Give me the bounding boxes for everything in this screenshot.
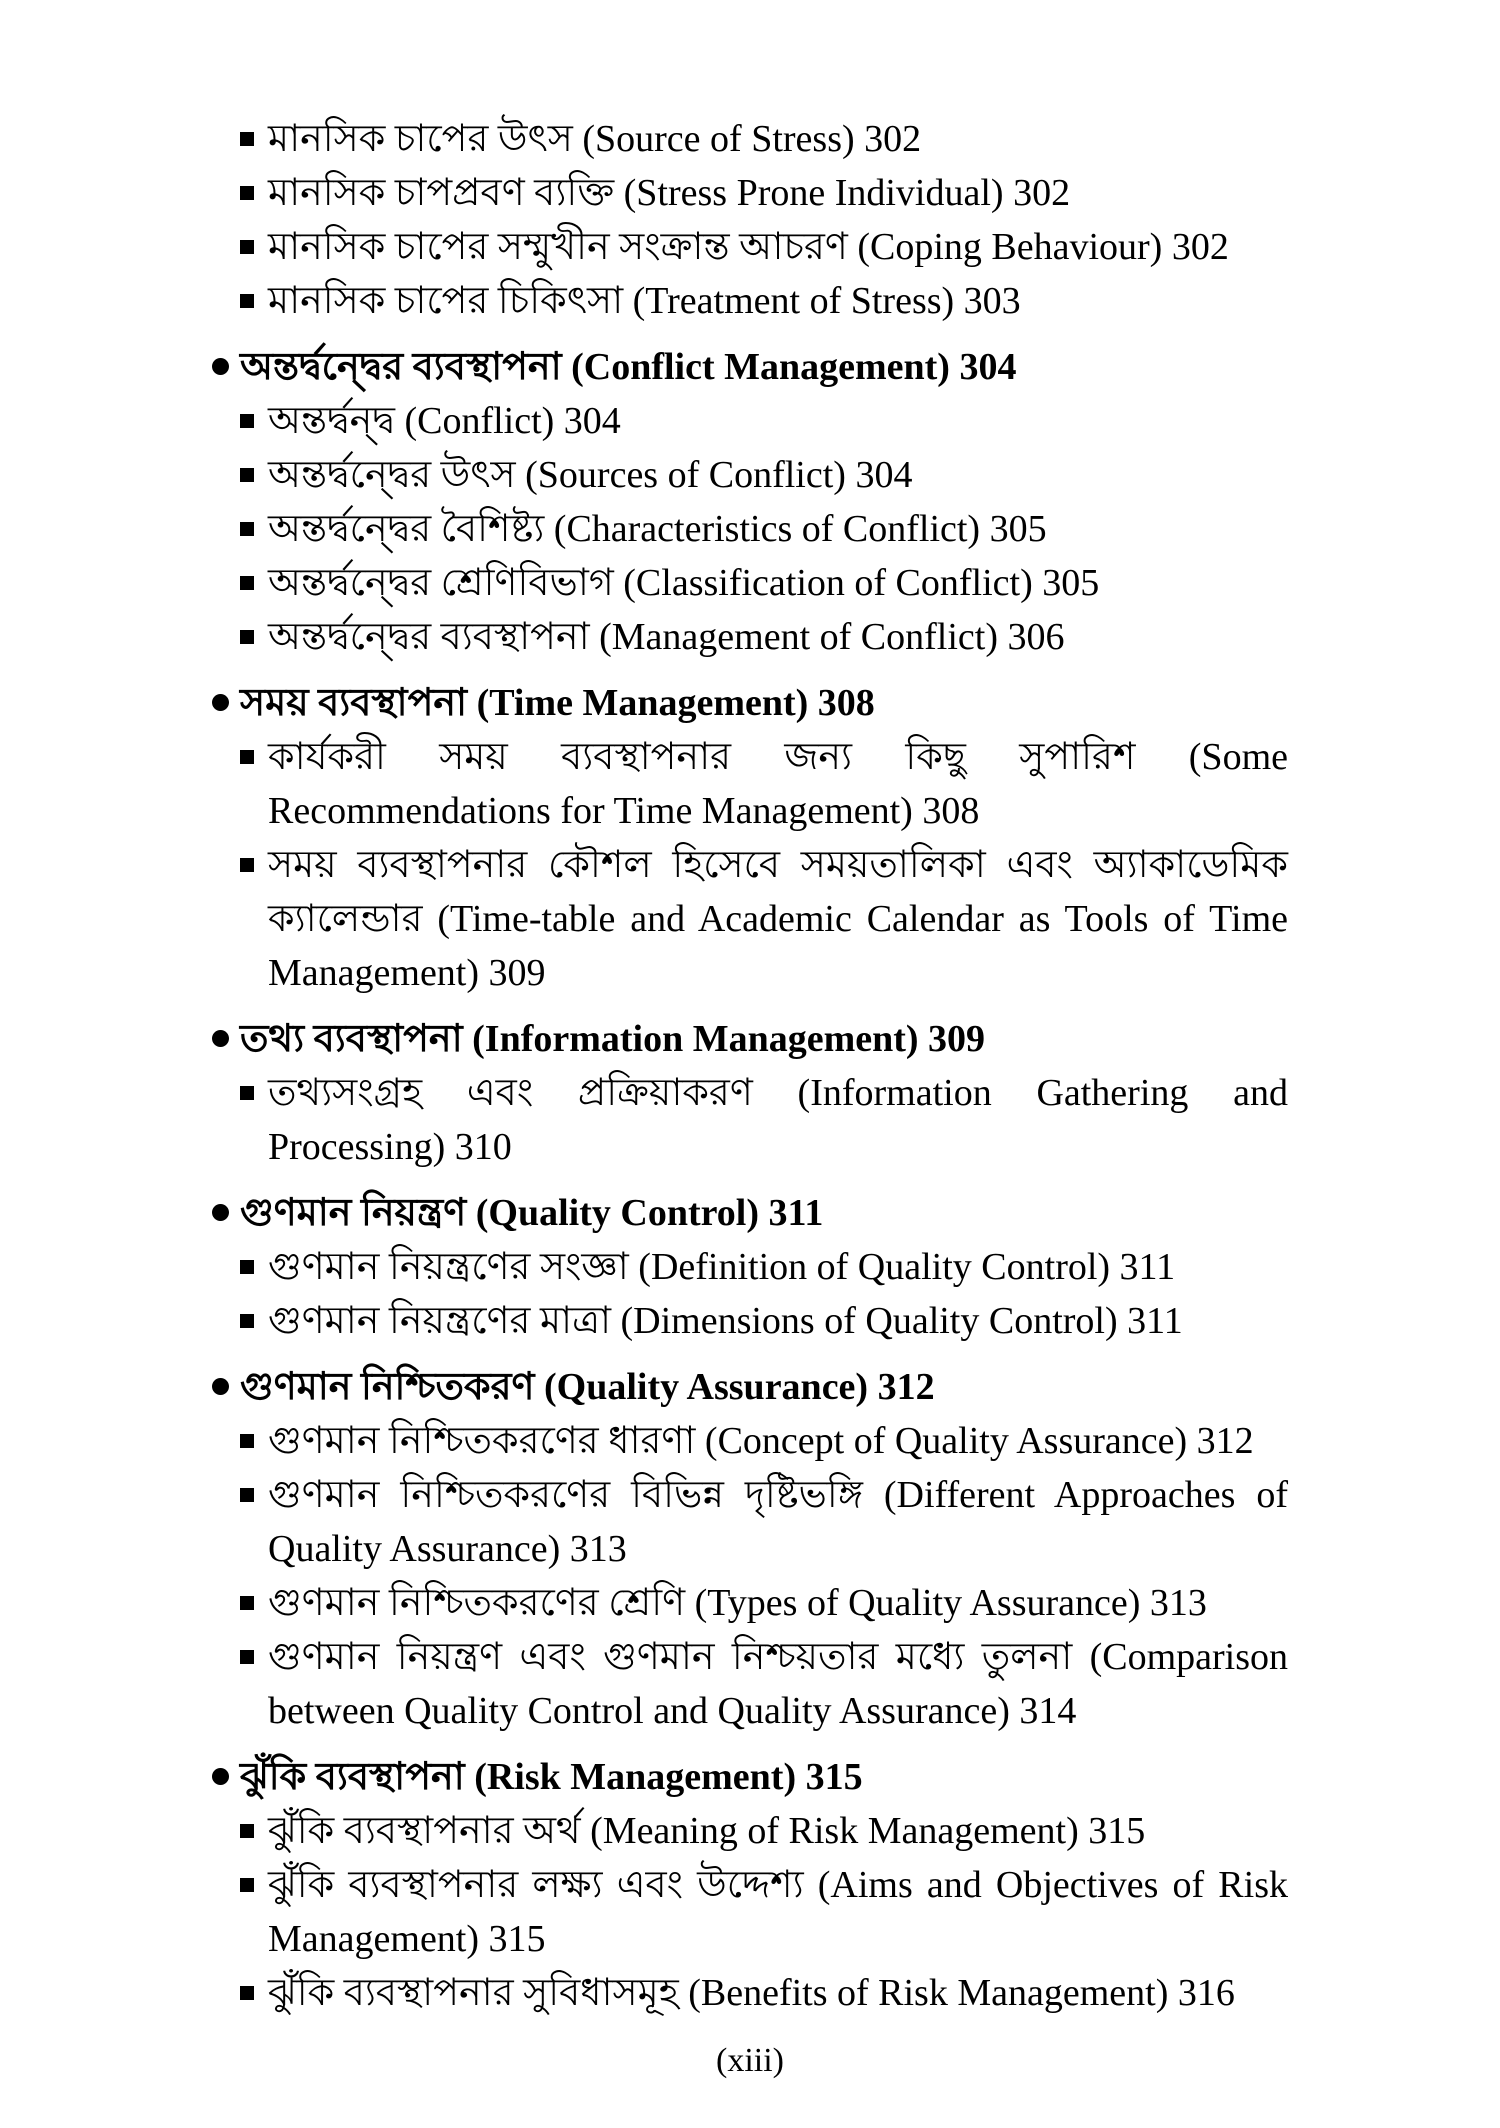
circle-bullet-icon: [212, 1204, 229, 1221]
toc-item-text: গুণমান নিয়ন্ত্রণ এবং গুণমান নিশ্চয়তার মধ্যে তুলনা (Comparison between Quality Control and Quality Assurance) 314: [268, 1636, 1288, 1732]
square-bullet-icon: [240, 522, 254, 536]
toc-item-sub: [212, 1066, 1288, 1174]
toc-item-sub: [212, 1804, 1288, 1858]
toc-item-text: গুণমান নিশ্চিতকরণ (Quality Assurance) 312: [240, 1366, 935, 1408]
toc-item-text: অন্তর্দ্বন্দ্বের উৎস (Sources of Conflict) 304: [268, 454, 913, 496]
square-bullet-icon: [240, 1314, 254, 1328]
toc-item-text: গুণমান নিয়ন্ত্রণের মাত্রা (Dimensions of Quality Control) 311: [268, 1300, 1183, 1342]
toc-item-text: সময় ব্যবস্থাপনা (Time Management) 308: [240, 682, 875, 724]
toc-item-sub: [212, 730, 1288, 838]
circle-bullet-icon: [212, 694, 229, 711]
page-number: (xiii): [716, 2042, 784, 2079]
square-bullet-icon: [240, 1488, 254, 1502]
square-bullet-icon: [240, 1086, 254, 1100]
toc-item-sub: [212, 1630, 1288, 1738]
toc-item-text: কার্যকরী সময় ব্যবস্থাপনার জন্য কিছু সুপারিশ (Some Recommendations for Time Management) 308: [268, 736, 1288, 832]
square-bullet-icon: [240, 1650, 254, 1664]
toc-item-text: গুণমান নিশ্চিতকরণের শ্রেণি (Types of Quality Assurance) 313: [268, 1582, 1207, 1624]
square-bullet-icon: [240, 858, 254, 872]
toc-item-sub: [212, 1240, 1288, 1294]
toc-item-sub: [212, 1468, 1288, 1576]
toc-item-text: অন্তর্দ্বন্দ্বের বৈশিষ্ট্য (Characteristics of Conflict) 305: [268, 508, 1047, 550]
toc-item-text: অন্তর্দ্বন্দ্বের ব্যবস্থাপনা (Management of Conflict) 306: [268, 616, 1065, 658]
toc-item-text: অন্তর্দ্বন্দ্বের শ্রেণিবিভাগ (Classification of Conflict) 305: [268, 562, 1100, 604]
toc-item-text: মানসিক চাপের উৎস (Source of Stress) 302: [268, 118, 922, 160]
toc-item-sub: [212, 394, 1288, 448]
toc-item-sub: [212, 448, 1288, 502]
toc-item-main: [212, 1360, 1288, 1414]
toc-item-sub: [212, 502, 1288, 556]
square-bullet-icon: [240, 630, 254, 644]
toc-item-text: অন্তর্দ্বন্দ্ব (Conflict) 304: [268, 400, 621, 442]
toc-item-sub: [212, 166, 1288, 220]
toc-item-text: গুণমান নিয়ন্ত্রণ (Quality Control) 311: [240, 1192, 824, 1234]
toc-item-sub: [212, 1294, 1288, 1348]
toc-item-sub: [212, 1576, 1288, 1630]
toc-item-text: মানসিক চাপপ্রবণ ব্যক্তি (Stress Prone Individual) 302: [268, 172, 1071, 214]
circle-bullet-icon: [212, 1768, 229, 1785]
square-bullet-icon: [240, 750, 254, 764]
toc-item-sub: [212, 838, 1288, 1000]
square-bullet-icon: [240, 1986, 254, 2000]
toc-item-main: [212, 676, 1288, 730]
square-bullet-icon: [240, 414, 254, 428]
toc-item-text: ঝুঁকি ব্যবস্থাপনা (Risk Management) 315: [240, 1756, 863, 1798]
square-bullet-icon: [240, 1824, 254, 1838]
toc-item-sub: [212, 1858, 1288, 1966]
circle-bullet-icon: [212, 1378, 229, 1395]
square-bullet-icon: [240, 240, 254, 254]
toc-item-sub: [212, 556, 1288, 610]
toc-item-text: অন্তর্দ্বন্দ্বের ব্যবস্থাপনা (Conflict Management) 304: [240, 346, 1017, 388]
square-bullet-icon: [240, 1260, 254, 1274]
toc-item-main: [212, 1012, 1288, 1066]
toc-item-sub: [212, 610, 1288, 664]
toc-item-main: [212, 1750, 1288, 1804]
toc-item-sub: [212, 220, 1288, 274]
toc-item-sub: [212, 274, 1288, 328]
toc-item-text: তথ্য ব্যবস্থাপনা (Information Management) 309: [240, 1018, 986, 1060]
square-bullet-icon: [240, 468, 254, 482]
toc-item-text: সময় ব্যবস্থাপনার কৌশল হিসেবে সময়তালিকা এবং অ্যাকাডেমিক ক্যালেন্ডার (Time-table and Academic Calendar as Tools of Time Management) 309: [268, 844, 1288, 994]
toc-item-text: ঝুঁকি ব্যবস্থাপনার সুবিধাসমূহ (Benefits of Risk Management) 316: [268, 1972, 1235, 2014]
toc-item-text: গুণমান নিশ্চিতকরণের বিভিন্ন দৃষ্টিভঙ্গি (Different Approaches of Quality Assurance) 313: [268, 1474, 1288, 1570]
square-bullet-icon: [240, 1434, 254, 1448]
square-bullet-icon: [240, 1596, 254, 1610]
square-bullet-icon: [240, 294, 254, 308]
toc-item-sub: [212, 1966, 1288, 2020]
toc-item-main: [212, 1186, 1288, 1240]
toc-item-text: মানসিক চাপের চিকিৎসা (Treatment of Stress) 303: [268, 280, 1021, 322]
toc-item-text: গুণমান নিশ্চিতকরণের ধারণা (Concept of Quality Assurance) 312: [268, 1420, 1254, 1462]
toc-item-text: ঝুঁকি ব্যবস্থাপনার লক্ষ্য এবং উদ্দেশ্য (Aims and Objectives of Risk Management) 315: [268, 1864, 1288, 1960]
toc-item-text: মানসিক চাপের সম্মুখীন সংক্রান্ত আচরণ (Coping Behaviour) 302: [268, 226, 1229, 268]
square-bullet-icon: [240, 1878, 254, 1892]
square-bullet-icon: [240, 576, 254, 590]
toc-item-sub: [212, 112, 1288, 166]
circle-bullet-icon: [212, 1030, 229, 1047]
toc-list: [212, 112, 1288, 2020]
toc-item-text: গুণমান নিয়ন্ত্রণের সংজ্ঞা (Definition of Quality Control) 311: [268, 1246, 1176, 1288]
toc-item-sub: [212, 1414, 1288, 1468]
square-bullet-icon: [240, 186, 254, 200]
toc-item-main: [212, 340, 1288, 394]
square-bullet-icon: [240, 132, 254, 146]
circle-bullet-icon: [212, 358, 229, 375]
toc-item-text: ঝুঁকি ব্যবস্থাপনার অর্থ (Meaning of Risk Management) 315: [268, 1810, 1146, 1852]
toc-item-text: তথ্যসংগ্রহ এবং প্রক্রিয়াকরণ (Information Gathering and Processing) 310: [268, 1072, 1288, 1168]
